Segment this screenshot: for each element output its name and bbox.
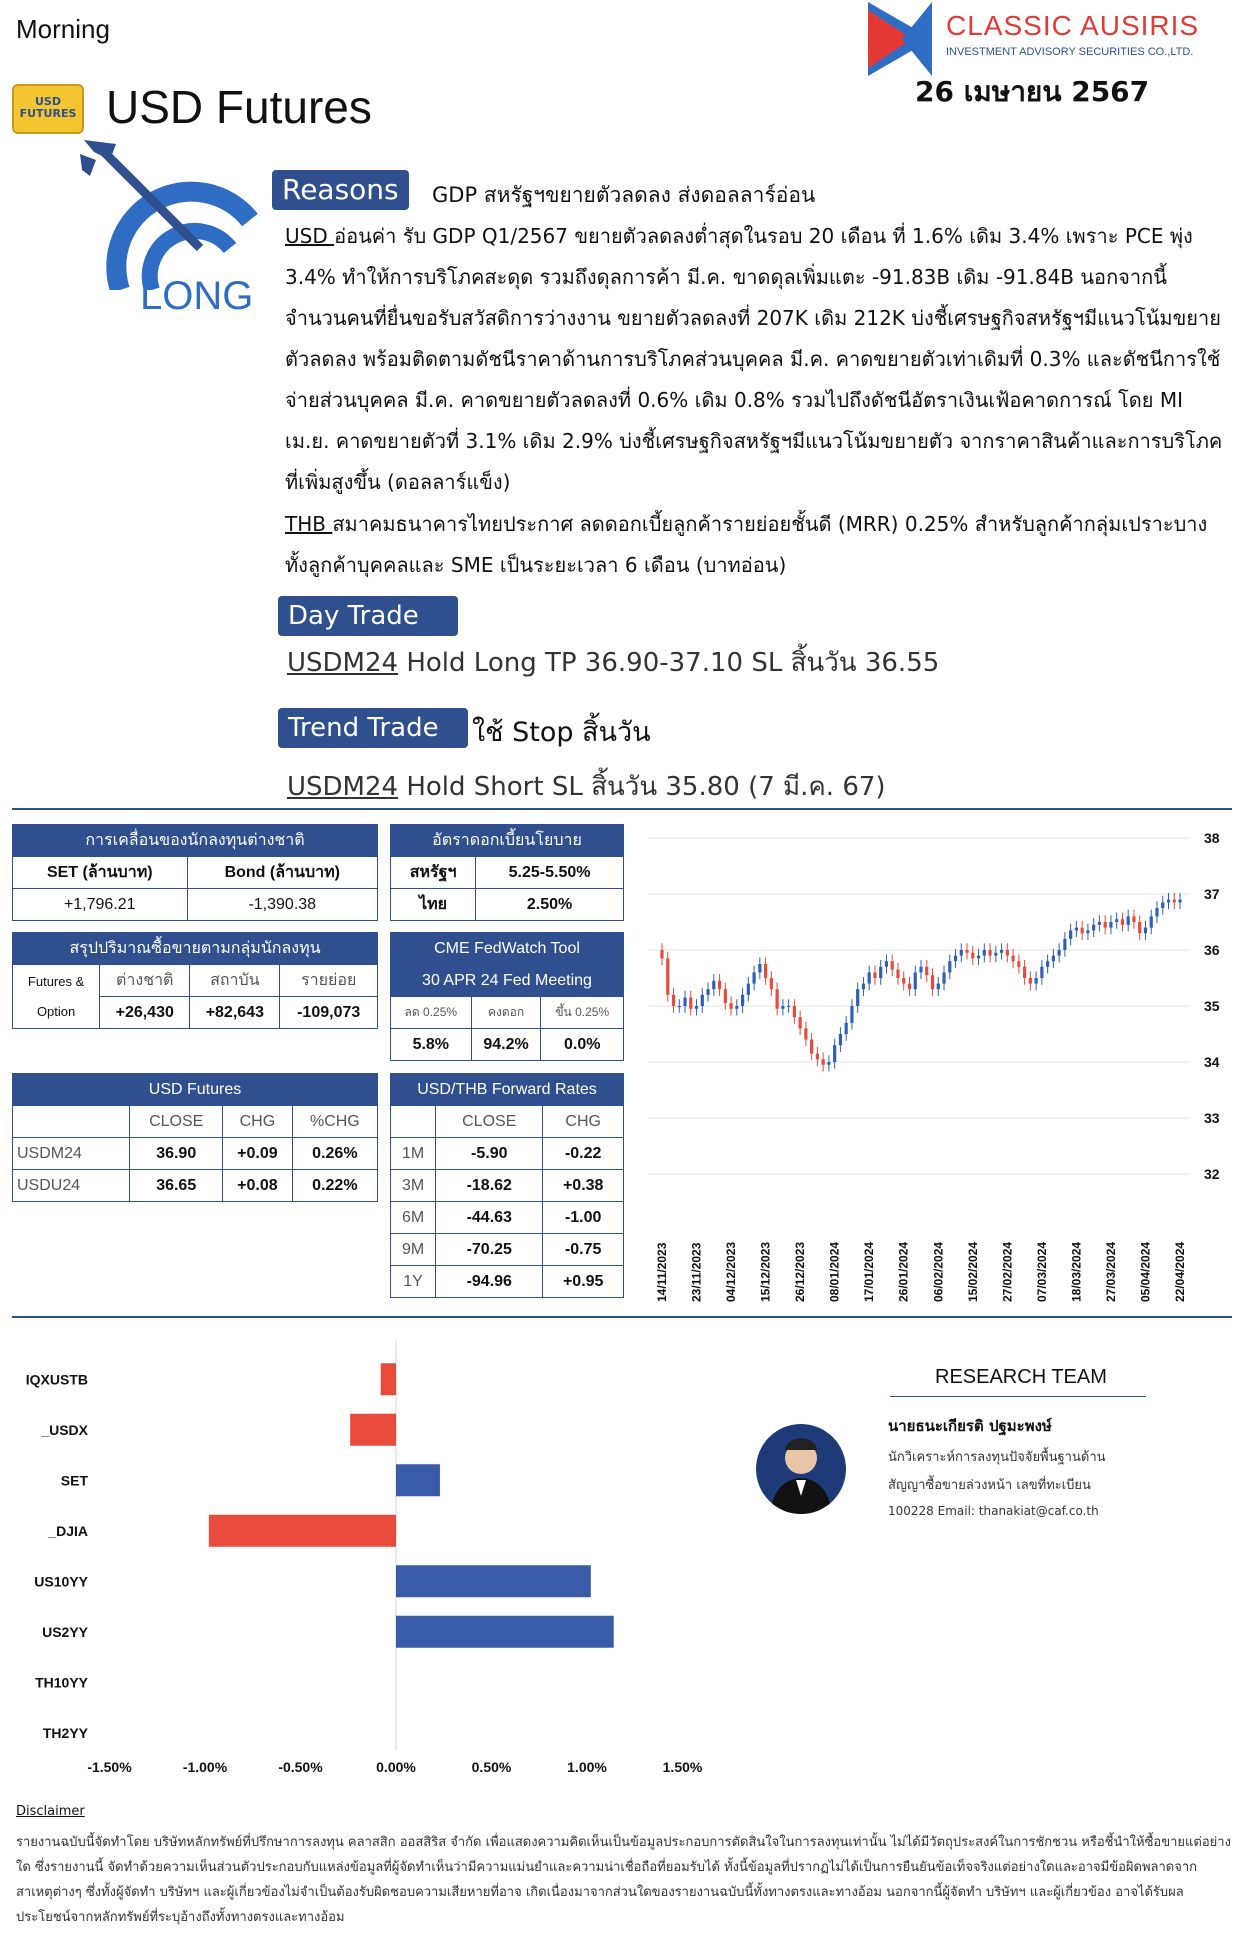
section-divider (12, 808, 1232, 810)
candle-body (1132, 916, 1135, 922)
candle-body (1000, 950, 1003, 953)
x-tick-label: 15/02/2024 (965, 1241, 980, 1302)
x-tick-label: 27/02/2024 (1000, 1241, 1015, 1302)
disclaimer-title: Disclaimer (16, 1804, 85, 1819)
candle-body (816, 1054, 819, 1060)
candle-body (747, 984, 750, 995)
section-divider (12, 1316, 1232, 1318)
usd-futures-pctchg: 0.26% (292, 1138, 377, 1170)
candle-body (1092, 925, 1095, 931)
forward-rates-title: USD/THB Forward Rates (391, 1074, 624, 1106)
candle-body (660, 950, 663, 958)
y-tick-label: 34 (1204, 1054, 1220, 1070)
candle-body (994, 953, 997, 956)
candle-body (891, 961, 894, 969)
candle-body (1075, 928, 1078, 931)
candle-body (925, 967, 928, 975)
candle-body (666, 958, 669, 994)
forward-close: -44.63 (436, 1202, 543, 1234)
candle-body (1161, 902, 1164, 908)
forward-close: -5.90 (436, 1138, 543, 1170)
day-trade-line (287, 642, 939, 683)
brand-subtitle: INVESTMENT ADVISORY SECURITIES CO.,LTD. (946, 46, 1194, 58)
candle-body (770, 978, 773, 989)
x-tick-label: 15/12/2023 (758, 1241, 773, 1302)
foreign-flow-table (12, 824, 378, 921)
investor-group-header: ต่างชาติ (100, 965, 190, 997)
policy-rate-title: อัตราดอกเบี้ยนโยบาย (391, 825, 624, 857)
candle-body (954, 956, 957, 962)
usd-futures-header: CHG (223, 1106, 293, 1138)
candle-body (1040, 967, 1043, 978)
candle-body (1046, 961, 1049, 967)
candle-body (868, 972, 871, 983)
x-tick-label: 17/01/2024 (862, 1241, 877, 1302)
analyst-contact: 100228 Email: thanakiat@caf.co.th (888, 1504, 1099, 1518)
y-tick-label: 32 (1204, 1166, 1220, 1182)
table-row (391, 1202, 624, 1234)
analyst-role-1: นักวิเคราะห์การลงทุนปัจจัยพื้นฐานด้าน (888, 1450, 1106, 1465)
x-tick-label: 07/03/2024 (1034, 1241, 1049, 1302)
investor-group-value: +26,430 (100, 997, 190, 1029)
day-trade-text: Hold Long TP 36.90-37.10 SL สิ้นวัน 36.55 (398, 648, 940, 678)
category-label: SET (60, 1472, 88, 1489)
policy-rate-country: ไทย (391, 889, 476, 921)
investor-group-value: +82,643 (190, 997, 280, 1029)
bar (396, 1464, 440, 1496)
x-tick-label: 1.00% (567, 1759, 607, 1775)
candle-body (741, 995, 744, 1006)
fedwatch-value: 5.8% (391, 1029, 472, 1061)
forward-chg: +0.38 (543, 1170, 624, 1202)
fedwatch-title: CME FedWatch Tool (391, 933, 624, 965)
candle-body (919, 967, 922, 973)
bar (350, 1414, 396, 1446)
fedwatch-header: ลด 0.25% (391, 997, 472, 1029)
y-tick-label: 35 (1204, 998, 1220, 1014)
x-tick-label: 0.00% (376, 1759, 416, 1775)
candle-body (914, 972, 917, 989)
report-date: 26 เมษายน 2567 (915, 75, 1150, 108)
table-row (13, 1170, 378, 1202)
forward-close: -70.25 (436, 1234, 543, 1266)
candle-body (1098, 922, 1101, 925)
x-tick-label: -0.50% (278, 1759, 323, 1775)
foreign-flow-title: การเคลื่อนของนักลงทุนต่างชาติ (13, 825, 378, 857)
candle-body (1058, 950, 1061, 956)
category-label: _USDX (41, 1421, 88, 1438)
candle-body (873, 972, 876, 978)
candle-body (1178, 900, 1181, 903)
candle-body (971, 953, 974, 959)
candle-body (706, 989, 709, 995)
category-label: US2YY (42, 1623, 88, 1640)
forward-rates-header: CHG (543, 1106, 624, 1138)
reasons-tag: Reasons (272, 170, 409, 210)
forward-tenor: 9M (391, 1234, 436, 1266)
forward-chg: -0.22 (543, 1138, 624, 1170)
y-tick-label: 36 (1204, 942, 1220, 958)
day-trade-tag: Day Trade (278, 596, 458, 636)
usd-futures-close: 36.65 (130, 1170, 223, 1202)
usd-futures-title: USD Futures (13, 1074, 378, 1106)
candle-body (937, 984, 940, 990)
policy-rate-country: สหรัฐฯ (391, 857, 476, 889)
edition-label: Morning (16, 14, 110, 44)
forward-close: -94.96 (436, 1266, 543, 1298)
analyst-name: นายธนะเกียรติ ปฐมะพงษ์ (888, 1417, 1052, 1435)
candle-body (1029, 978, 1032, 984)
candle-body (735, 1006, 738, 1009)
candle-body (1006, 950, 1009, 956)
x-tick-label: 06/02/2024 (931, 1241, 946, 1302)
thb-reason-label: THB (285, 512, 333, 536)
long-signal (80, 140, 270, 320)
research-divider (890, 1396, 1146, 1397)
candle-body (793, 1006, 796, 1017)
thb-reason-text: สมาคมธนาคารไทยประกาศ ลดดอกเบี้ยลูกค้ารายย่อยชั้นดี (MRR) 0.25% สำหรับลูกค้ากลุ่มเปราะบาง ทั้งลูกค้าบุคคลและ SME เป็นระยะเวลา 6 เดือน (บาทอ่อน) (285, 512, 1208, 577)
category-label: TH10YY (35, 1674, 88, 1691)
candle-body (856, 989, 859, 1006)
investor-group-row-label-2: Option (36, 1003, 76, 1019)
candle-body (942, 972, 945, 983)
x-tick-label: 22/04/2024 (1173, 1241, 1187, 1302)
investor-group-header: รายย่อย (280, 965, 378, 997)
usd-futures-header: CLOSE (130, 1106, 223, 1138)
bar (381, 1363, 396, 1395)
forward-tenor: 3M (391, 1170, 436, 1202)
policy-rate-table (390, 824, 624, 921)
brand-name: CLASSIC AUSIRIS (946, 10, 1200, 41)
candle-body (822, 1059, 825, 1065)
forward-chg: +0.95 (543, 1266, 624, 1298)
usd-futures-logo-text: USD FUTURES (19, 95, 77, 120)
candle-body (839, 1034, 842, 1045)
usd-reason-label: USD (285, 224, 335, 248)
candle-body (758, 964, 761, 972)
candle-body (1121, 919, 1124, 925)
candle-body (1052, 956, 1055, 962)
table-row (13, 1138, 378, 1170)
forward-chg: -1.00 (543, 1202, 624, 1234)
y-tick-label: 33 (1204, 1110, 1220, 1126)
x-tick-label: 0.50% (471, 1759, 512, 1775)
forward-chg: -0.75 (543, 1234, 624, 1266)
forward-close: -18.62 (436, 1170, 543, 1202)
day-trade-symbol: USDM24 (287, 648, 399, 678)
candle-body (724, 989, 727, 1003)
candle-body (781, 1006, 784, 1009)
candle-body (908, 984, 911, 990)
x-tick-label: 26/12/2023 (793, 1241, 808, 1302)
candle-body (1081, 928, 1084, 934)
candle-body (1086, 930, 1089, 933)
candle-body (804, 1028, 807, 1039)
fedwatch-subtitle: 30 APR 24 Fed Meeting (391, 965, 624, 997)
foreign-flow-value: +1,796.21 (13, 889, 188, 921)
bar (396, 1616, 614, 1648)
candle-body (988, 950, 991, 956)
candle-body (1035, 978, 1038, 984)
usd-reason (285, 216, 1230, 503)
candle-body (1063, 939, 1066, 950)
trend-trade-tag: Trend Trade (278, 708, 468, 748)
candle-body (1109, 922, 1112, 928)
x-tick-label: 05/04/2024 (1138, 1241, 1153, 1302)
table-row (391, 1170, 624, 1202)
usd-futures-table (12, 1073, 378, 1202)
candle-body (1155, 908, 1158, 916)
candle-body (845, 1023, 848, 1034)
forward-tenor: 6M (391, 1202, 436, 1234)
table-row (391, 1266, 624, 1298)
candle-body (1127, 916, 1130, 924)
x-tick-label: -1.50% (87, 1759, 132, 1775)
candle-body (862, 984, 865, 990)
usd-futures-symbol: USDU24 (13, 1170, 130, 1202)
target-icon (80, 140, 270, 290)
forward-tenor: 1Y (391, 1266, 436, 1298)
fedwatch-value: 94.2% (471, 1029, 541, 1061)
usd-candlestick-chart (640, 822, 1232, 1312)
candle-body (983, 950, 986, 956)
person-icon (756, 1424, 846, 1514)
x-tick-label: 26/01/2024 (896, 1241, 911, 1302)
investor-group-table (12, 932, 378, 1029)
y-tick-label: 37 (1204, 886, 1220, 902)
usd-futures-chg: +0.08 (223, 1170, 293, 1202)
fedwatch-header: ขึ้น 0.25% (541, 997, 624, 1029)
candle-body (965, 950, 968, 953)
category-label: _DJIA (48, 1522, 88, 1539)
analyst-role-2: สัญญาซื้อขายล่วงหน้า เลขที่ทะเบียน (888, 1478, 1091, 1493)
candle-body (701, 995, 704, 1006)
table-row (391, 1234, 624, 1266)
candle-body (902, 978, 905, 984)
trend-trade-symbol: USDM24 (287, 772, 399, 802)
candle-body (1017, 961, 1020, 967)
candle-body (729, 1003, 732, 1009)
x-tick-label: 18/03/2024 (1069, 1241, 1084, 1302)
y-tick-label: 38 (1204, 830, 1220, 846)
category-label: IQXUSTB (25, 1371, 88, 1388)
page-title: USD Futures (106, 81, 372, 133)
table-row (391, 1138, 624, 1170)
candle-body (776, 989, 779, 1009)
x-tick-label: 04/12/2023 (724, 1241, 739, 1302)
candle-body (712, 981, 715, 989)
forward-tenor: 1M (391, 1138, 436, 1170)
candle-body (810, 1040, 813, 1054)
forward-rates-corner (391, 1106, 436, 1138)
candle-body (833, 1045, 836, 1062)
investor-group-header: สถาบัน (190, 965, 280, 997)
candle-body (960, 950, 963, 956)
x-tick-label: -1.00% (182, 1759, 228, 1775)
trend-trade-note: ใช้ Stop สิ้นวัน (472, 717, 651, 748)
candle-body (1011, 956, 1014, 962)
usd-reason-text: อ่อนค่า รับ GDP Q1/2567 ขยายตัวลดลงต่ำสุดในรอบ 20 เดือน ที่ 1.6% เดิม 3.4% เพราะ PCE พุ่ง 3.4% ทำให้การบริโภคสะดุด รวมถึงดุลการค้า มี.ค. ขาดดุลเพิ่มแตะ -91.83B เดิม -91.84B นอกจากนี้ จำนวนคนที่ยื่นขอรับสวัสดิการว่างงาน ขยายตัวลดลงที่ 207K เดิม 212K บ่งชี้เศรษฐกิจสหรัฐฯมีแนวโน้มขยายตัวลดลง พร้อมติดตามดัชนีราคาด้านการบริโภคส่วนบุคคล มี.ค. คาดขยายตัวเท่าเดิมที่ 0.3% และดัชนีการใช้จ่ายส่วนบุคคล มี.ค. คาดขยายตัวลดลงที่ 0.6% เดิม 0.8% รวมไปถึงดัชนีอัตราเงินเฟ้อคาดการณ์ โดย MI เม.ย. คาดขยายตัวที่ 3.1% เดิม 2.9% บ่งชี้เศรษฐกิจสหรัฐฯมีแนวโน้มขยายตัว จากราคาสินค้าและการบริโภคที่เพิ่มสูงขึ้น (ดอลลาร์แข็ง) (285, 224, 1223, 494)
candle-body (787, 1006, 790, 1007)
usd-futures-pctchg: 0.22% (292, 1170, 377, 1202)
candle-body (718, 981, 721, 989)
x-tick-label: 27/03/2024 (1103, 1241, 1118, 1302)
usd-futures-chg: +0.09 (223, 1138, 293, 1170)
candle-body (1104, 922, 1107, 928)
trend-trade-text: Hold Short SL สิ้นวัน 35.80 (7 มี.ค. 67) (398, 772, 886, 802)
candle-body (948, 961, 951, 972)
policy-rate-value: 2.50% (476, 889, 624, 921)
trend-trade-line (287, 766, 886, 807)
candle-body (827, 1062, 830, 1065)
candle-body (896, 970, 899, 978)
thb-reason (285, 504, 1230, 586)
candle-body (1173, 900, 1176, 903)
candle-body (931, 975, 934, 989)
candle-body (1167, 900, 1170, 903)
fedwatch-value: 0.0% (541, 1029, 624, 1061)
candle-body (879, 967, 882, 978)
candle-body (689, 998, 692, 1009)
candle-body (1115, 919, 1118, 922)
foreign-flow-header: SET (ล้านบาท) (13, 857, 188, 889)
investor-group-row-label-1: Futures & (27, 973, 85, 989)
candle-body (977, 956, 980, 959)
candle-body (752, 972, 755, 983)
candle-body (1138, 922, 1141, 933)
fedwatch-header: คงดอก (471, 997, 541, 1029)
forward-rates-header: CLOSE (436, 1106, 543, 1138)
candle-body (1144, 928, 1147, 934)
x-tick-label: 23/11/2023 (689, 1242, 704, 1302)
signal-label: LONG (140, 274, 254, 318)
usd-futures-symbol: USDM24 (13, 1138, 130, 1170)
forward-rates-table (390, 1073, 624, 1298)
candle-body (1069, 930, 1072, 938)
reasons-headline: GDP สหรัฐฯขยายตัวลดลง ส่งดอลลาร์อ่อน (432, 183, 816, 207)
candle-body (695, 1006, 698, 1009)
bar (209, 1515, 396, 1547)
investor-group-row-label (13, 965, 100, 1029)
usd-futures-corner (13, 1106, 130, 1138)
investor-group-title: สรุปปริมาณซื้อขายตามกลุ่มนักลงทุน (13, 933, 378, 965)
category-label: TH2YY (42, 1724, 88, 1741)
candle-body (1023, 967, 1026, 978)
fedwatch-table (390, 932, 624, 1061)
disclaimer-text: รายงานฉบับนี้จัดทำโดย บริษัทหลักทรัพย์ที่ปรึกษาการลงทุน คลาสสิก ออสสิริส จำกัด เพื่อแสดงความคิดเห็นเป็นข้อมูลประกอบการตัดสินใจในการลงทุนเท่านั้น ไม่ได้มีวัตถุประสงค์ในการชักชวน หรือชี้นำให้ซื้อขายแต่อย่างใด ซึ่งรายงานนี้ จัดทำด้วยความเห็นส่วนตัวประกอบกับแหล่งข้อมูลที่ผู้จัดทำเห็นว่ามีความแม่นยำและความน่าเชื่อถือที่ยอมรับได้ ทั้งนี้ข้อมูลที่ปรากฏไม่ได้เป็นการยืนยันข้อเท็จจริงแต่อย่างใดและอาจมีข้อผิดพลาดจากสาเหตุต่างๆ ซึ่งทั้งผู้จัดทำ บริษัทฯ และผู้เกี่ยวข้องไม่จำเป็นต้องรับผิดชอบความเสียหายที่อาจ เกิดเนื่องมาจากส่วนใดของรายงานฉบับนี้ทั้งทางตรงและทางอ้อม นอกจากนี้ผู้จัดทำ บริษัทฯ และผู้เกี่ยวข้อง อาจได้รับผลประโยชน์จากหลักทรัพย์ที่ระบุอ้างถึงทั้งทางตรงและทางอ้อม (16, 1835, 1231, 1925)
usd-futures-logo (12, 84, 84, 134)
candle-body (885, 961, 888, 967)
analyst-avatar (756, 1424, 846, 1514)
bar (396, 1565, 591, 1597)
candle-body (672, 995, 675, 1006)
x-tick-label: 08/01/2024 (827, 1241, 842, 1302)
candle-body (1150, 916, 1153, 927)
candle-body (850, 1006, 853, 1023)
foreign-flow-value: -1,390.38 (187, 889, 377, 921)
usd-futures-close: 36.90 (130, 1138, 223, 1170)
investor-group-value: -109,073 (280, 997, 378, 1029)
candle-body (764, 964, 767, 978)
usd-futures-header: %CHG (292, 1106, 377, 1138)
x-tick-label: 14/11/2023 (655, 1242, 669, 1302)
research-title: RESEARCH TEAM (935, 1366, 1107, 1388)
x-tick-label: 1.50% (662, 1759, 703, 1775)
brand-mark-icon (868, 2, 932, 76)
category-label: US10YY (34, 1573, 88, 1590)
candle-body (799, 1017, 802, 1028)
candle-body (683, 998, 686, 1006)
market-change-bar-chart (10, 1330, 740, 1790)
candle-body (678, 1006, 681, 1007)
foreign-flow-header: Bond (ล้านบาท) (187, 857, 377, 889)
brand-logo (868, 2, 1228, 76)
policy-rate-value: 5.25-5.50% (476, 857, 624, 889)
